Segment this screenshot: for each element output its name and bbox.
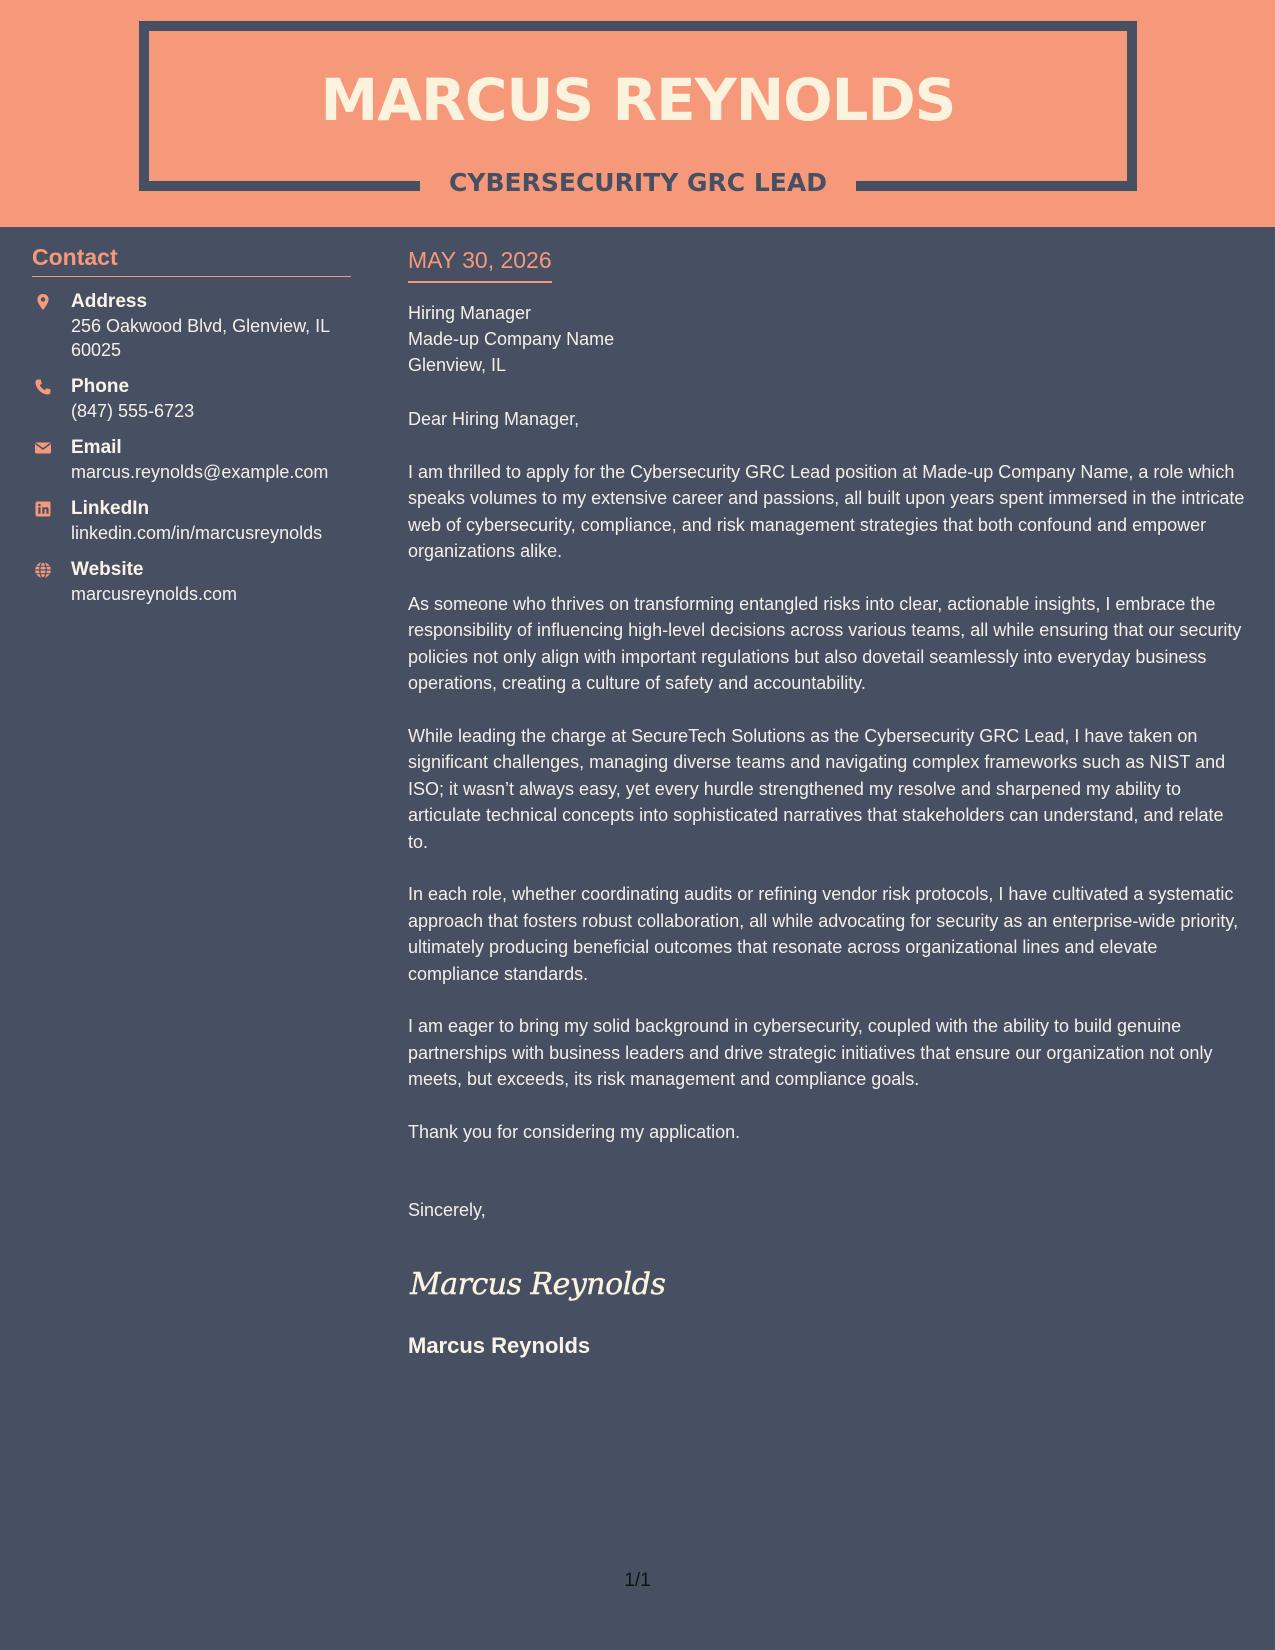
letter-paragraph: I am eager to bring my solid background in cybersecurity, coupled with the ability to build genuine partnerships with business leaders and drive strategic initiatives that ensure our organization not only meets, but exceeds, its risk management and compliance goals. bbox=[408, 1016, 1213, 1089]
letter-paragraph: As someone who thrives on transforming entangled risks into clear, actionable insights, I embrace the responsibility of influencing high-level decisions across various teams, all while ensuring that our security policies not only align with important regulations but also dovetail seamlessly into everyday business operations, creating a culture of safety and accountability. bbox=[408, 593, 1242, 693]
applicant-name: MARCUS REYNOLDS bbox=[320, 66, 956, 134]
header-banner bbox=[0, 0, 1275, 227]
linkedin-icon bbox=[34, 500, 52, 518]
letter-paragraph: While leading the charge at SecureTech Solutions as the Cybersecurity GRC Lead, I have taken on significant challenges, managing diverse teams and navigating complex frameworks such as NIST and ISO; it wasn’t always easy, yet every hurdle strengthened my resolve and sharpened my ability to articulate technical concepts into sophisticated narratives that stakeholders can understand, and relate to. bbox=[408, 725, 1226, 852]
signature-image bbox=[408, 1260, 670, 1304]
contact-email bbox=[32, 436, 351, 484]
letter-paragraph: I am thrilled to apply for the Cybersecurity GRC Lead position at Made-up Company Name, a role which speaks volumes to my extensive career and passions, all built upon years spent immersed in the intricate web of cybersecurity, compliance, and risk management strategies that both confound and empower organizations alike. bbox=[408, 461, 1245, 561]
recipient-line: Hiring Manager bbox=[408, 303, 532, 323]
contact-phone bbox=[32, 375, 351, 423]
address-value: 256 Oakwood Blvd, Glenview, IL 60025 bbox=[71, 316, 330, 360]
website-value: marcusreynolds.com bbox=[71, 584, 238, 604]
email-value: marcus.reynolds@example.com bbox=[71, 462, 329, 482]
recipient-block bbox=[408, 300, 1248, 378]
job-title: CYBERSECURITY GRC LEAD bbox=[449, 168, 827, 197]
page-number: 1/1 bbox=[624, 1570, 651, 1591]
letter-paragraph: In each role, whether coordinating audits or refining vendor risk protocols, I have cultivated a systematic approach that fosters robust collaboration, all while advocating for security as an enterprise-wide priority, ultimately producing beneficial outcomes that resonate across organizational lines and elevate compliance standards. bbox=[408, 884, 1239, 984]
salutation: Dear Hiring Manager, bbox=[408, 409, 580, 429]
phone-icon bbox=[34, 378, 52, 396]
recipient-line: Made-up Company Name bbox=[408, 329, 615, 349]
envelope-icon bbox=[34, 439, 52, 457]
recipient-line: Glenview, IL bbox=[408, 355, 507, 375]
contact-heading: Contact bbox=[32, 242, 351, 277]
location-pin-icon bbox=[34, 293, 52, 311]
signed-name: Marcus Reynolds bbox=[408, 1332, 591, 1358]
phone-value: (847) 555-6723 bbox=[71, 401, 195, 421]
linkedin-value: linkedin.com/in/marcusreynolds bbox=[71, 523, 323, 543]
letter-date: MAY 30, 2026 bbox=[408, 244, 552, 283]
contact-sidebar bbox=[32, 242, 351, 606]
website-label: Website bbox=[71, 559, 144, 580]
contact-address bbox=[32, 290, 351, 362]
linkedin-label: LinkedIn bbox=[71, 498, 150, 519]
email-label: Email bbox=[71, 437, 122, 458]
letter-paragraph: Thank you for considering my application. bbox=[408, 1121, 741, 1142]
letter-body bbox=[408, 244, 1248, 1361]
globe-icon bbox=[34, 561, 52, 579]
address-label: Address bbox=[71, 291, 148, 312]
contact-linkedin bbox=[32, 497, 351, 545]
phone-label: Phone bbox=[71, 376, 130, 397]
closing: Sincerely, bbox=[408, 1200, 486, 1220]
svg-text:Marcus Reynolds: Marcus Reynolds bbox=[410, 1266, 666, 1302]
contact-website bbox=[32, 558, 351, 606]
